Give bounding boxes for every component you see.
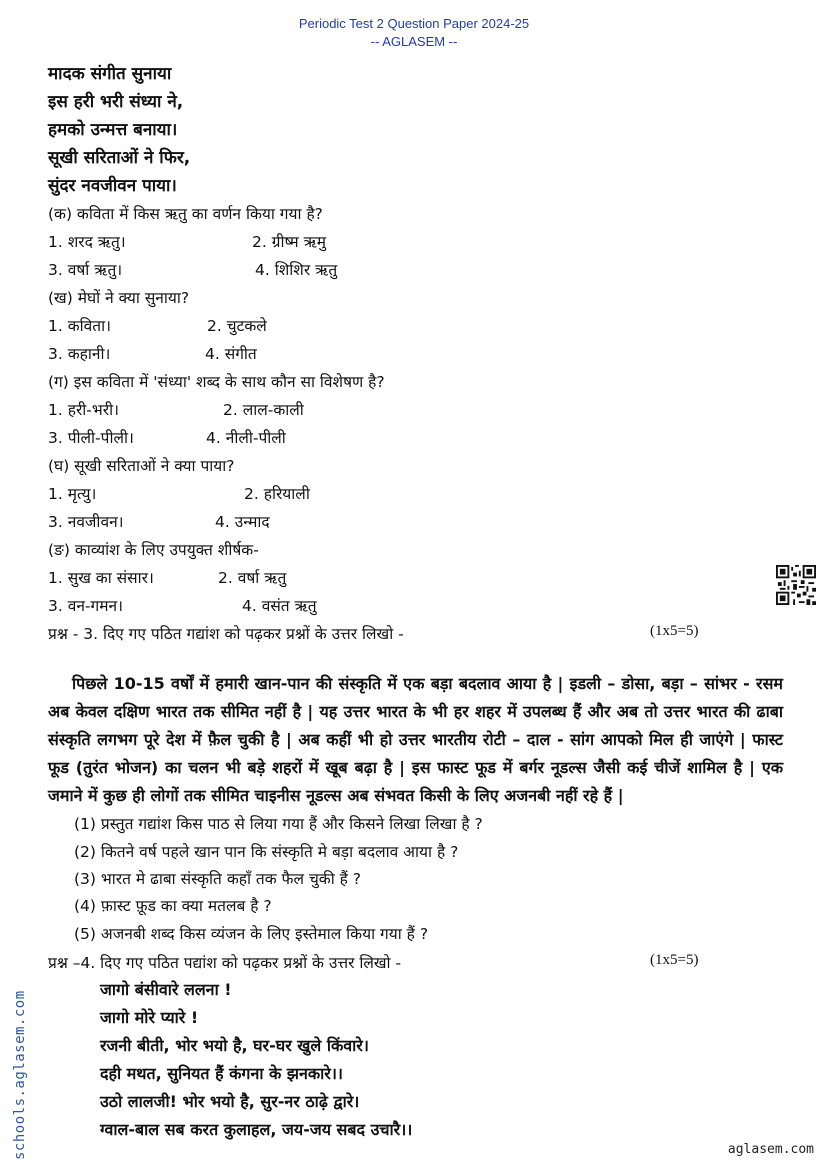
q3-question: (3) भारत मे ढाबा संस्कृति कहाँ तक फैल चुकी हैं ? bbox=[74, 870, 362, 888]
mcq-option: 3. वन-गमन। bbox=[48, 597, 124, 615]
q4-title: प्रश्न –4. दिए गए पठित पद्यांश को पढ़कर प्रश्नों के उत्तर लिखो - bbox=[48, 954, 402, 972]
q3-passage: पिछले 10-15 वर्षों में हमारी खान-पान की संस्कृति में एक बड़ा बदलाव आया है | इडली – डोसा, बड़ा – सांभर - रसम अब केवल दक्षिण भारत तक सीमित नहीं है | यह उत्तर भारत के भी हर शहर में उपलब्ध हैं और अब तो उत्तर भारत की ढाबा संस्कृति लगभग पूरे देश में फ़ैल चुकी है | अब कहीं भी हो उत्तर भारतीय रोटी – दाल - सांग आपको मिल ही जाएंगे | फास्ट फूड (तुरंत भोजन) का चलन भी बड़े शहरों में खूब बढ़ा है | इस फास्ट फूड में बर्गर नूडल्स जैसी कई चीजें शामिल है | एक जमाने में कुछ ही लोगों तक सीमित चाइनीस नूडल्स अब संभवत किसी के लिए अजनबी नहीं रहे हैं | bbox=[48, 674, 783, 805]
mcq-option: 3. वर्षा ऋतु। bbox=[48, 261, 123, 279]
mcq-option: 4. उन्माद bbox=[215, 513, 270, 531]
poem1-line: हमको उन्मत्त बनाया। bbox=[48, 120, 178, 140]
side-watermark: schools.aglasem.com bbox=[12, 990, 28, 1160]
mcq-option: 1. शरद ऋतु। bbox=[48, 233, 126, 251]
q3-question: (1) प्रस्तुत गद्यांश किस पाठ से लिया गया हैं और किसने लिखा लिखा है ? bbox=[74, 815, 483, 833]
mcq-option: 2. हरियाली bbox=[244, 485, 310, 503]
poem1-line: सूखी सरिताओं ने फिर, bbox=[48, 148, 191, 168]
mcq-question: (क) कविता में किस ऋतु का वर्णन किया गया है? bbox=[48, 205, 323, 223]
poem1-line: सुंदर नवजीवन पाया। bbox=[48, 176, 177, 196]
poem2-line: जागो मोरे प्यारे ! bbox=[100, 1008, 199, 1027]
q3-question: (4) फ़ास्ट फ़ूड का क्या मतलब है ? bbox=[74, 897, 272, 915]
header-source: -- AGLASEM -- bbox=[370, 34, 458, 49]
mcq-question: (ङ) काव्यांश के लिए उपयुक्त शीर्षक- bbox=[48, 541, 259, 559]
mcq-option: 2. वर्षा ऋतु bbox=[218, 569, 287, 587]
mcq-option: 2. ग्रीष्म ऋमु bbox=[252, 233, 327, 251]
poem1-line: इस हरी भरी संध्या ने, bbox=[48, 92, 184, 112]
qr-code-icon bbox=[776, 565, 816, 605]
mcq-option: 3. कहानी। bbox=[48, 345, 111, 363]
mcq-question: (घ) सूखी सरिताओं ने क्या पाया? bbox=[48, 457, 235, 475]
poem2-line: रजनी बीती, भोर भयो है, घर-घर खुले किंवारे। bbox=[100, 1036, 369, 1055]
mcq-option: 1. मृत्यु। bbox=[48, 485, 97, 503]
footer-watermark: aglasem.com bbox=[727, 1142, 814, 1157]
mcq-option: 4. नीली-पीली bbox=[206, 429, 286, 447]
poem1-line: मादक संगीत सुनाया bbox=[48, 64, 172, 84]
mcq-option: 2. चुटकले bbox=[207, 317, 267, 335]
mcq-question: (ग) इस कविता में 'संध्या' शब्द के साथ कौन सा विशेषण है? bbox=[48, 373, 385, 391]
mcq-option: 4. संगीत bbox=[205, 345, 257, 363]
mcq-option: 1. सुख का संसार। bbox=[48, 569, 154, 587]
mcq-option: 1. हरी-भरी। bbox=[48, 401, 120, 419]
header-title: Periodic Test 2 Question Paper 2024-25 bbox=[298, 16, 530, 31]
mcq-option: 3. पीली-पीली। bbox=[48, 429, 134, 447]
mcq-option: 4. शिशिर ऋतु bbox=[255, 261, 338, 279]
q3-question: (5) अजनबी शब्द किस व्यंजन के लिए इस्तेमाल किया गया हैं ? bbox=[74, 925, 429, 943]
poem2-line: जागो बंसीवारे ललना ! bbox=[100, 980, 232, 999]
q3-question: (2) कितने वर्ष पहले खान पान कि संस्कृति मे बड़ा बदलाव आया है ? bbox=[74, 843, 459, 861]
poem2-line: ग्वाल-बाल सब करत कुलाहल, जय-जय सबद उचारै।। bbox=[100, 1120, 413, 1139]
mcq-option: 4. वसंत ऋतु bbox=[242, 597, 317, 615]
mcq-option: 2. लाल-काली bbox=[223, 401, 304, 419]
mcq-question: (ख) मेघों ने क्या सुनाया? bbox=[48, 289, 190, 307]
poem2-line: उठो लालजी! भोर भयो है, सुर-नर ठाढ़े द्वारे। bbox=[100, 1092, 360, 1111]
q3-marks: (1x5=5) bbox=[650, 623, 699, 639]
mcq-option: 1. कविता। bbox=[48, 317, 111, 335]
q4-marks: (1x5=5) bbox=[650, 952, 699, 968]
mcq-option: 3. नवजीवन। bbox=[48, 513, 124, 531]
q3-title: प्रश्न - 3. दिए गए पठित गद्यांश को पढ़कर प्रश्नों के उत्तर लिखो - bbox=[48, 625, 404, 643]
poem2-line: दही मथत, सुनियत हैं कंगना के झनकारे।। bbox=[100, 1064, 343, 1083]
